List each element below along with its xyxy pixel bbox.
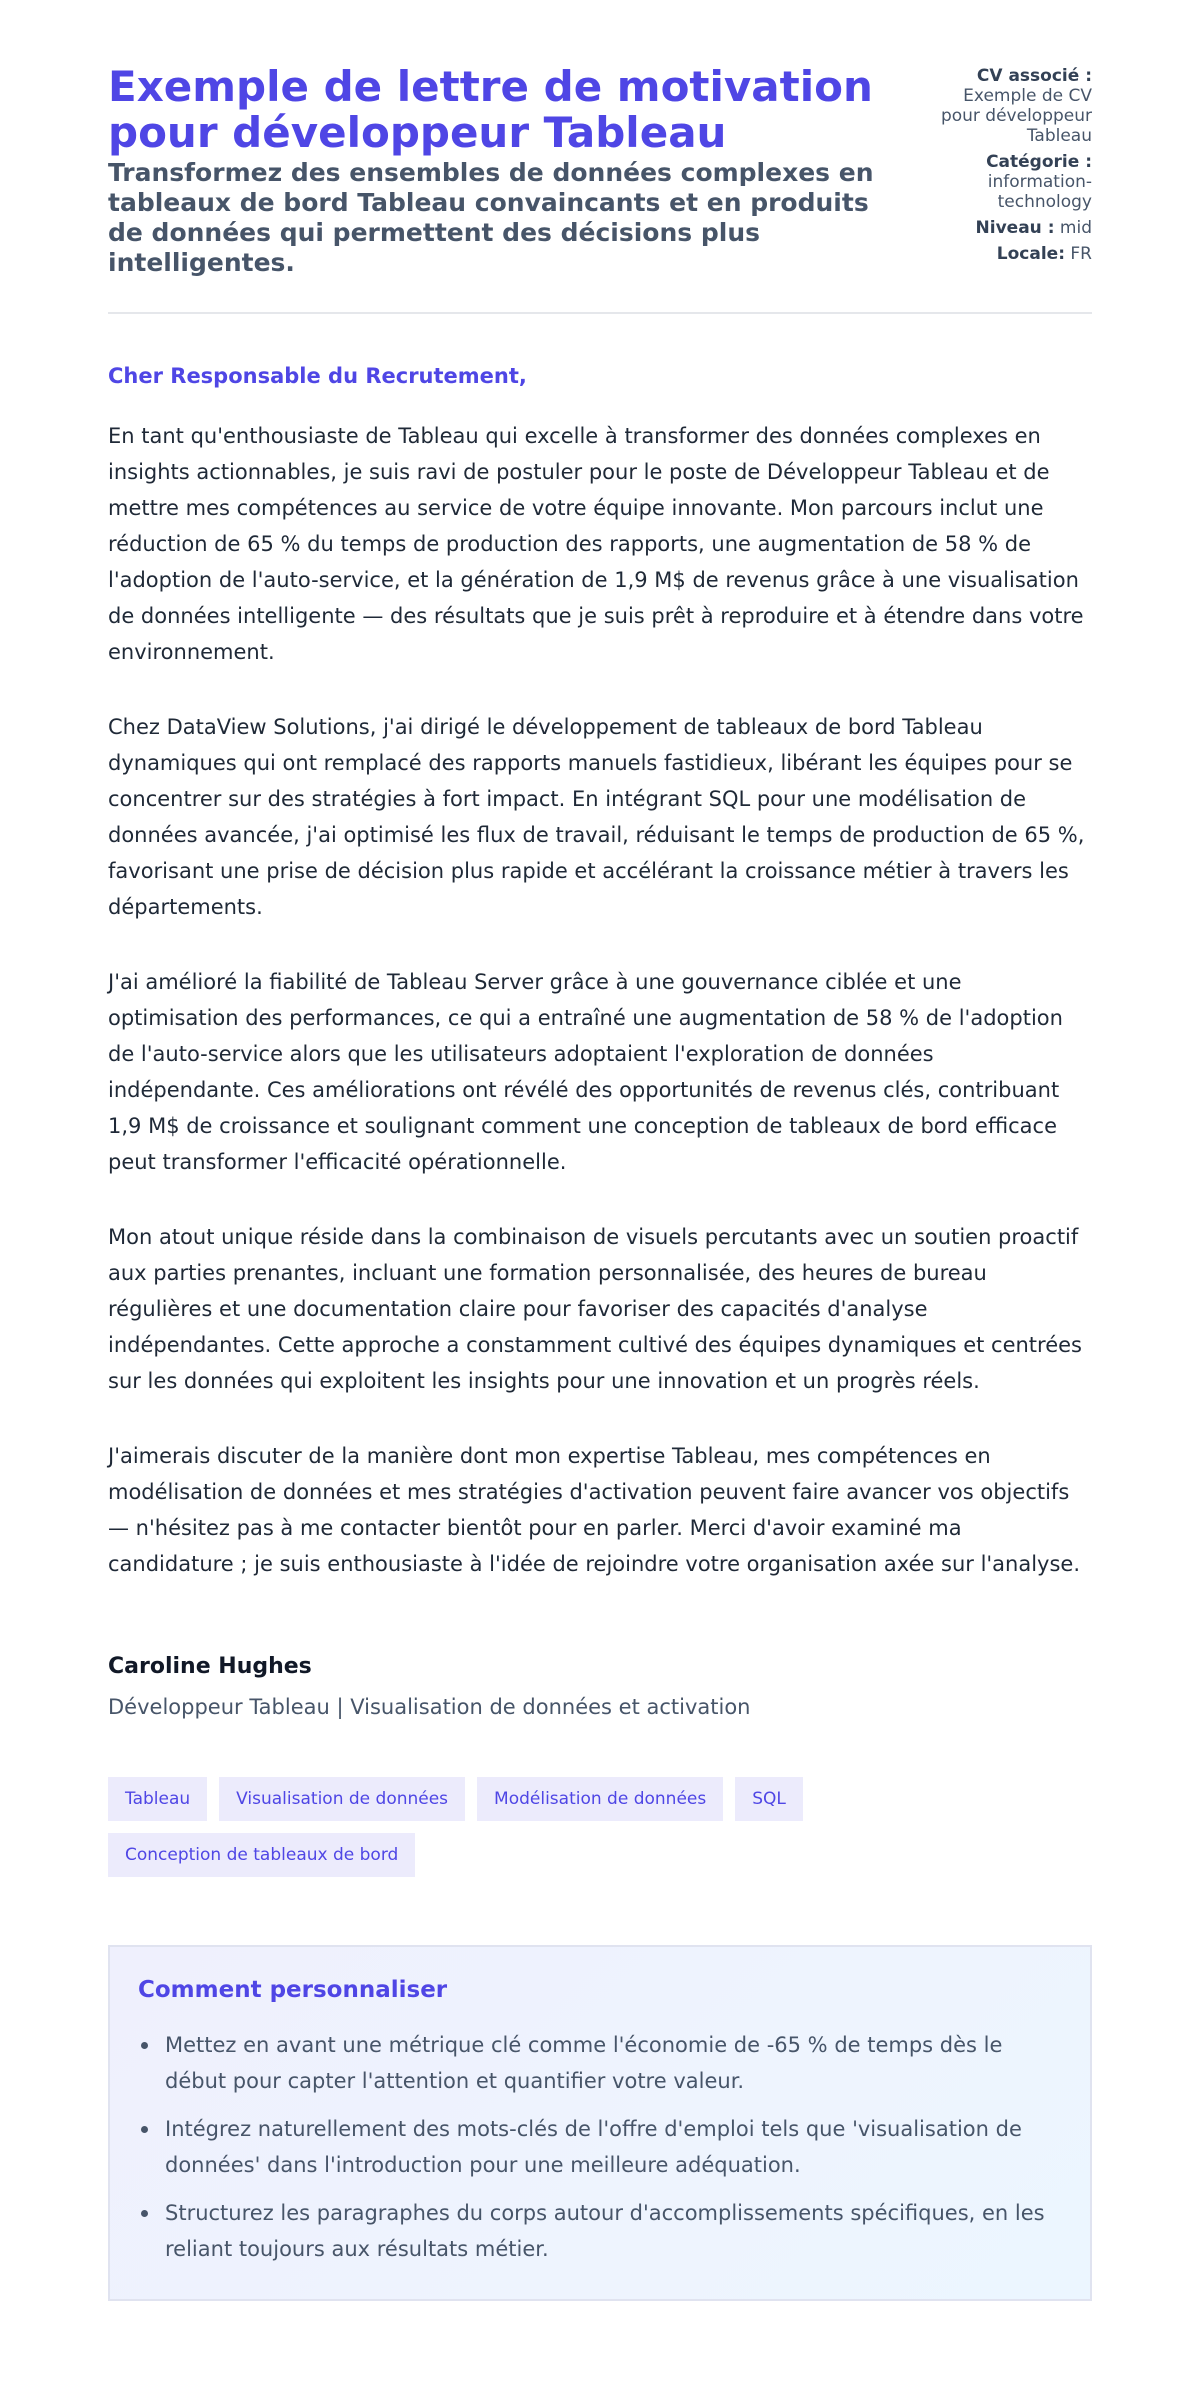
bullet-icon [141,2126,148,2133]
page-header [108,64,1092,314]
meta-category [922,152,1092,212]
tip-item [138,2195,1060,2267]
signature-name: Caroline Hughes [108,1654,312,1679]
letter-body [108,418,1092,1582]
meta-level-label: Niveau : [975,218,1055,238]
meta-category-label: Catégorie : [986,152,1092,172]
skill-tag: SQL [735,1777,803,1821]
skill-tag: Visualisation de données [219,1777,465,1821]
skill-tag: Conception de tableaux de bord [108,1833,415,1877]
meta-locale-label: Locale: [996,244,1065,264]
tips-list [138,2027,1060,2267]
salutation: Cher Responsable du Recrutement, [108,364,527,388]
tip-item [138,2027,1060,2099]
page-subtitle: Transformez des ensembles de données complexes en tableaux de bord Tableau convaincants et en produits de données qui permettent des décisions plus intelligentes. [108,158,874,277]
tips-title: Comment personnaliser [138,1977,448,2003]
meta-panel [922,66,1092,270]
meta-locale [922,244,1092,264]
letter-paragraph: J'ai amélioré la fiabilité de Tableau Server grâce à une gouvernance ciblée et une optimisation des performances, ce qui a entraîné une augmentation de 58 % de l'adoption de l'auto-service alors que les utilisateurs adoptaient l'exploration de données indépendante. Ces améliorations ont révélé des opportunités de revenus clés, contribuant 1,9 M$ de croissance et soulignant comment une conception de tableaux de bord efficace peut transformer l'efficacité opérationnelle. [108,970,1063,1174]
skill-tag: Tableau [108,1777,207,1821]
signature-title: Développeur Tableau | Visualisation de données et activation [108,1695,751,1719]
letter-paragraph: J'aimerais discuter de la manière dont mon expertise Tableau, mes compétences en modélisation de données et mes stratégies d'activation peuvent faire avancer vos objectifs — n'hésitez pas à me contacter bientôt pour en parler. Merci d'avoir examiné ma candidature ; je suis enthousiaste à l'idée de rejoindre votre organisation axée sur l'analyse. [108,1444,1081,1576]
letter-paragraph: Chez DataView Solutions, j'ai dirigé le développement de tableaux de bord Tableau dynamiques qui ont remplacé des rapports manuels fastidieux, libérant les équipes pour se concentrer sur des stratégies à fort impact. En intégrant SQL pour une modélisation de données avancée, j'ai optimisé les flux de travail, réduisant le temps de production de 65 %, favorisant une prise de décision plus rapide et accélérant la croissance métier à travers les départements. [108,715,1085,919]
bullet-icon [141,2210,148,2217]
skill-tags [108,1777,868,1877]
tip-text: Intégrez naturellement des mots-clés de l'offre d'emploi tels que 'visualisation de données' dans l'introduction pour une meilleure adéquation. [165,2117,1022,2177]
tip-text: Mettez en avant une métrique clé comme l'économie de -65 % de temps dès le début pour capter l'attention et quantifier votre valeur. [165,2033,1003,2093]
bullet-icon [141,2042,148,2049]
meta-locale-value: FR [1070,244,1092,264]
meta-cv-label: CV associé : [976,66,1092,86]
meta-category-value: information-technology [987,172,1092,212]
meta-cv-value: Exemple de CV pour développeur Tableau [940,86,1092,146]
letter-paragraph: Mon atout unique réside dans la combinaison de visuels percutants avec un soutien proactif aux parties prenantes, incluant une formation personnalisée, des heures de bureau régulières et une documentation claire pour favoriser des capacités d'analyse indépendantes. Cette approche a constamment cultivé des équipes dynamiques et centrées sur les données qui exploitent les insights pour une innovation et un progrès réels. [108,1225,1082,1393]
tip-item [138,2111,1060,2183]
letter-paragraph: En tant qu'enthousiaste de Tableau qui excelle à transformer des données complexes en insights actionnables, je suis ravi de postuler pour le poste de Développeur Tableau et de mettre mes compétences au service de votre équipe innovante. Mon parcours inclut une réduction de 65 % du temps de production des rapports, une augmentation de 58 % de l'adoption de l'auto-service, et la génération de 1,9 M$ de revenus grâce à une visualisation de données intelligente — des résultats que je suis prêt à reproduire et à étendre dans votre environnement. [108,424,1084,664]
title-block [108,64,908,278]
meta-level [922,218,1092,238]
skill-tag: Modélisation de données [477,1777,723,1821]
meta-associated-cv [922,66,1092,146]
customization-tips-box [108,1945,1092,2301]
tip-text: Structurez les paragraphes du corps autour d'accomplissements spécifiques, en les reliant toujours aux résultats métier. [165,2201,1045,2261]
meta-level-value: mid [1059,218,1092,238]
page-title: Exemple de lettre de motivation pour développeur Tableau [108,62,873,157]
signature-block [108,1654,1092,1719]
